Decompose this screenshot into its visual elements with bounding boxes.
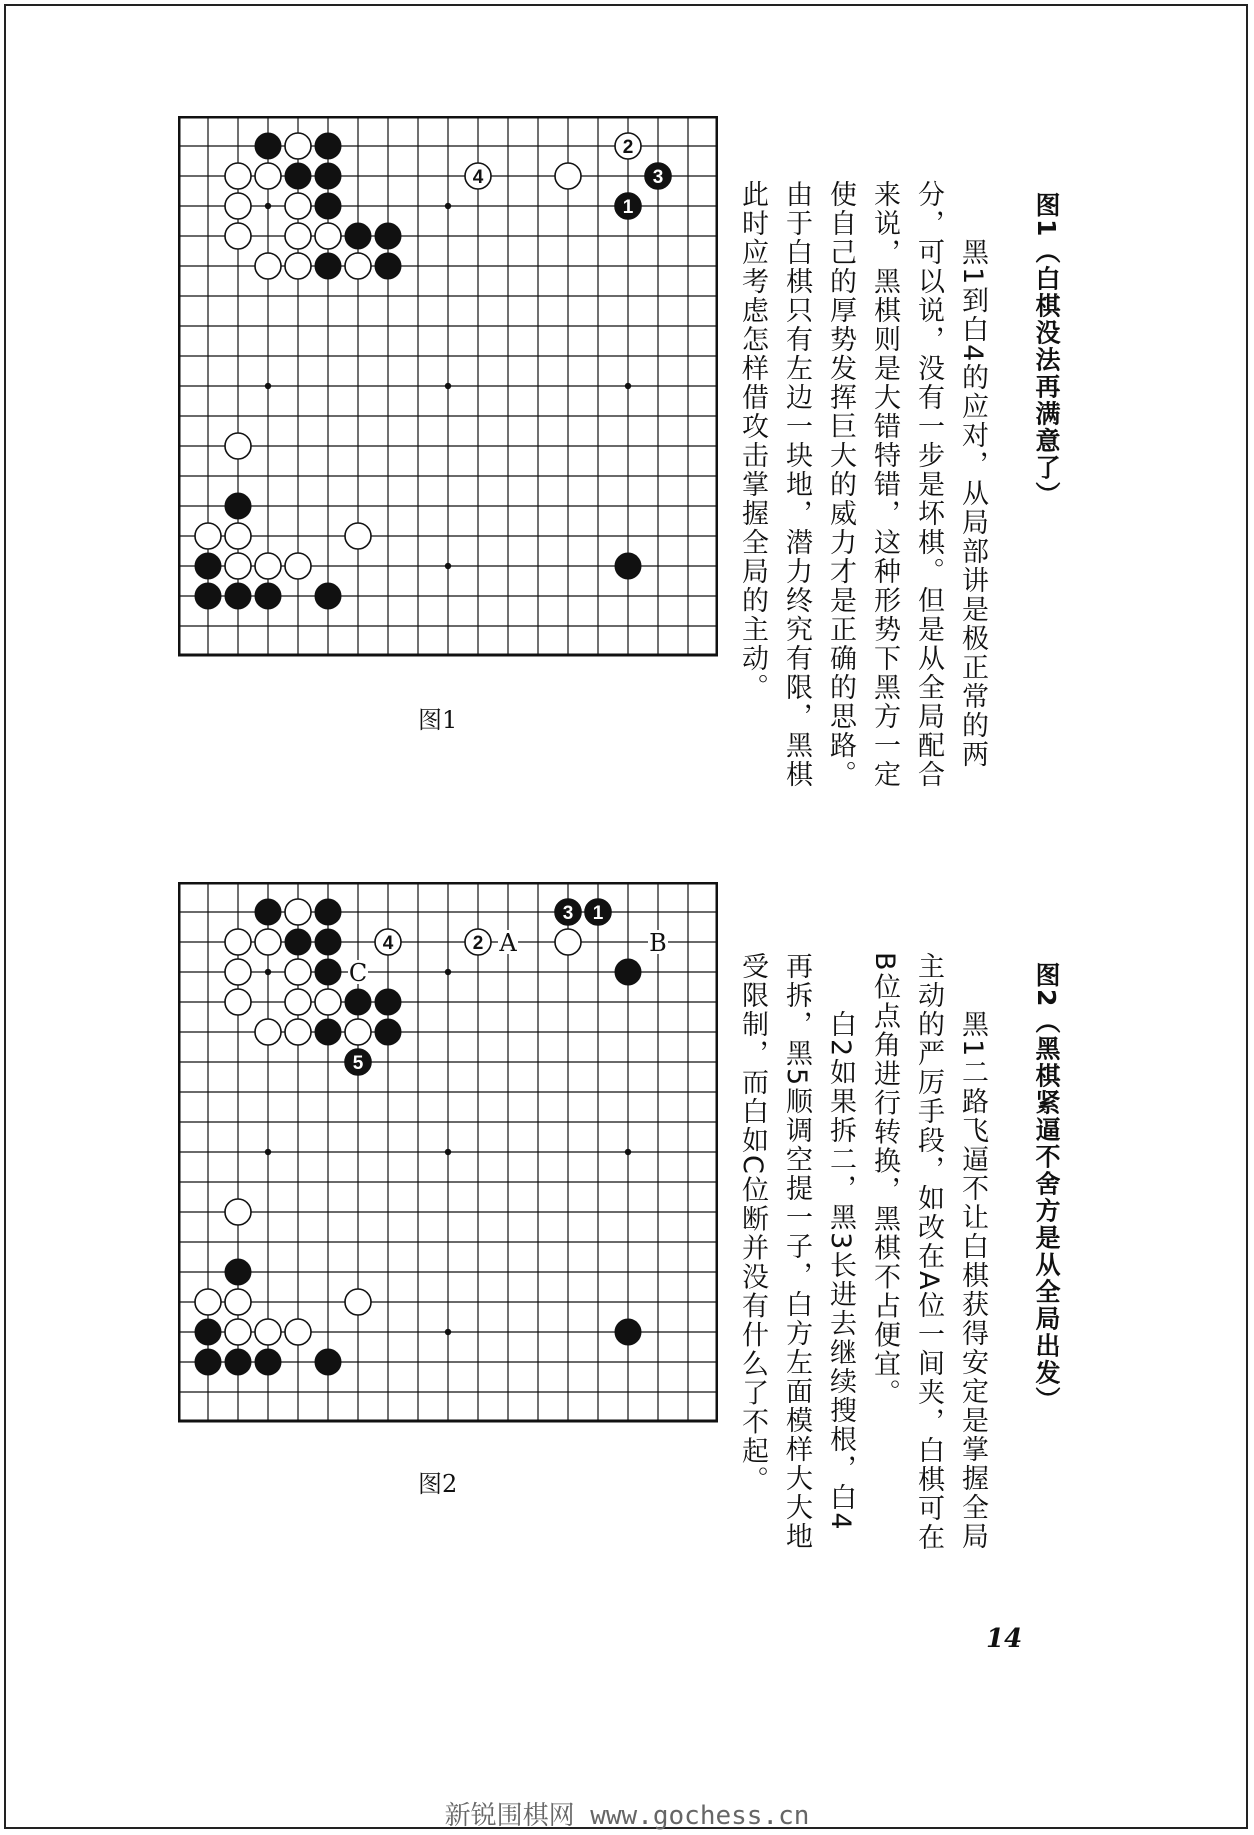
black-stone	[255, 899, 281, 925]
point-letter-label: A	[499, 929, 517, 957]
black-stone-numbered	[645, 163, 671, 189]
white-stone	[225, 193, 251, 219]
star-point	[625, 1149, 631, 1155]
star-point	[445, 969, 451, 975]
white-stone	[555, 929, 581, 955]
black-stone	[615, 1319, 641, 1345]
star-point	[265, 1149, 271, 1155]
white-stone	[225, 959, 251, 985]
point-letter-label: C	[348, 959, 368, 987]
black-stone	[195, 1349, 221, 1375]
black-stone-numbered	[345, 1049, 371, 1075]
white-stone	[345, 253, 371, 279]
move-number: 2	[472, 933, 484, 954]
black-stone	[195, 583, 221, 609]
white-stone	[285, 253, 311, 279]
white-stone	[285, 899, 311, 925]
star-point	[445, 563, 451, 569]
white-stone	[285, 553, 311, 579]
white-stone	[285, 223, 311, 249]
move-number: 3	[562, 903, 574, 924]
black-stone-numbered	[555, 899, 581, 925]
white-stone	[225, 523, 251, 549]
move-number: 4	[472, 167, 484, 188]
white-stone	[285, 1319, 311, 1345]
black-stone	[315, 133, 341, 159]
white-stone	[255, 1319, 281, 1345]
black-stone	[225, 1349, 251, 1375]
move-number: 4	[382, 933, 394, 954]
white-stone	[225, 989, 251, 1015]
black-stone	[315, 1019, 341, 1045]
diagram-2-caption: 图2	[418, 1470, 458, 1498]
move-number: 3	[652, 167, 664, 188]
move-number: 1	[592, 903, 604, 924]
black-stone	[285, 929, 311, 955]
white-stone-numbered	[615, 133, 641, 159]
black-stone-numbered	[615, 193, 641, 219]
white-stone	[195, 523, 221, 549]
diagram-1-caption: 图1	[418, 706, 458, 734]
black-stone	[225, 583, 251, 609]
white-stone	[225, 1319, 251, 1345]
star-point	[445, 383, 451, 389]
move-number: 2	[622, 137, 634, 158]
black-stone	[255, 583, 281, 609]
white-stone	[345, 1019, 371, 1045]
section-1-title: 图1（白棋没法再满意了）	[1032, 192, 1061, 509]
black-stone	[255, 1349, 281, 1375]
white-stone	[315, 989, 341, 1015]
black-stone	[315, 193, 341, 219]
star-point	[265, 969, 271, 975]
point-letter-label: B	[649, 929, 667, 957]
white-stone	[255, 163, 281, 189]
black-stone	[315, 253, 341, 279]
star-point	[625, 383, 631, 389]
black-stone	[195, 553, 221, 579]
white-stone	[255, 553, 281, 579]
white-stone	[315, 223, 341, 249]
footer-watermark: 新锐围棋网 www.gochess.cn	[444, 1801, 810, 1831]
white-stone-numbered	[465, 163, 491, 189]
black-stone	[345, 223, 371, 249]
white-stone	[225, 929, 251, 955]
black-stone	[615, 959, 641, 985]
white-stone	[555, 163, 581, 189]
white-stone	[225, 1289, 251, 1315]
black-stone	[615, 553, 641, 579]
black-stone-numbered	[585, 899, 611, 925]
white-stone	[285, 133, 311, 159]
white-stone	[195, 1289, 221, 1315]
black-stone	[315, 583, 341, 609]
white-stone	[225, 163, 251, 189]
section-2-title: 图2（黑棋紧逼不舍方是从全局出发）	[1032, 962, 1061, 1414]
black-stone	[195, 1319, 221, 1345]
black-stone	[315, 959, 341, 985]
black-stone	[315, 929, 341, 955]
white-stone	[255, 929, 281, 955]
white-stone-numbered	[465, 929, 491, 955]
section-1-body: 黑1到白4的应对，从局部讲是极正常的两 分，可以说，没有一步是坏棋。但是从全局配合 来说，黑棋则是大错特错，这种形势下黑方一定 使自己的厚势发挥巨大的威力才是正确的思路。 由于白棋只有左边一块地，潜力终究有限，黑棋 此时应考虑怎样借攻击掌握全局的主动。	[737, 180, 988, 789]
white-stone	[285, 989, 311, 1015]
star-point	[445, 1329, 451, 1335]
black-stone	[285, 163, 311, 189]
black-stone	[345, 989, 371, 1015]
white-stone	[225, 223, 251, 249]
white-stone	[285, 193, 311, 219]
page-number: 14	[986, 1624, 1023, 1654]
section-2-body: 黑1二路飞逼不让白棋获得安定是掌握全局 主动的严厉手段，如改在A位一间夹，白棋可在 B位点角进行转换，黑棋不占便宜。 白2如果拆二，黑3长进去继续搜根，白4 再拆，黑5顺调空提一子，白方左面模样大大地 受限制，而白如C位断并没有什么了不起。	[737, 952, 988, 1553]
black-stone	[225, 493, 251, 519]
go-board-diagram-2	[178, 882, 718, 1434]
star-point	[265, 383, 271, 389]
star-point	[265, 203, 271, 209]
white-stone	[285, 1019, 311, 1045]
white-stone	[225, 553, 251, 579]
white-stone	[225, 1199, 251, 1225]
move-number: 1	[622, 197, 634, 218]
move-number: 5	[352, 1053, 364, 1074]
black-stone	[255, 133, 281, 159]
white-stone	[255, 1019, 281, 1045]
black-stone	[375, 253, 401, 279]
black-stone	[375, 989, 401, 1015]
black-stone	[375, 1019, 401, 1045]
white-stone	[345, 523, 371, 549]
black-stone	[315, 899, 341, 925]
white-stone	[225, 433, 251, 459]
white-stone	[255, 253, 281, 279]
star-point	[445, 203, 451, 209]
white-stone-numbered	[375, 929, 401, 955]
black-stone	[315, 163, 341, 189]
white-stone	[285, 959, 311, 985]
star-point	[445, 1149, 451, 1155]
black-stone	[225, 1259, 251, 1285]
go-board-diagram-1	[178, 116, 718, 668]
black-stone	[315, 1349, 341, 1375]
white-stone	[345, 1289, 371, 1315]
black-stone	[375, 223, 401, 249]
